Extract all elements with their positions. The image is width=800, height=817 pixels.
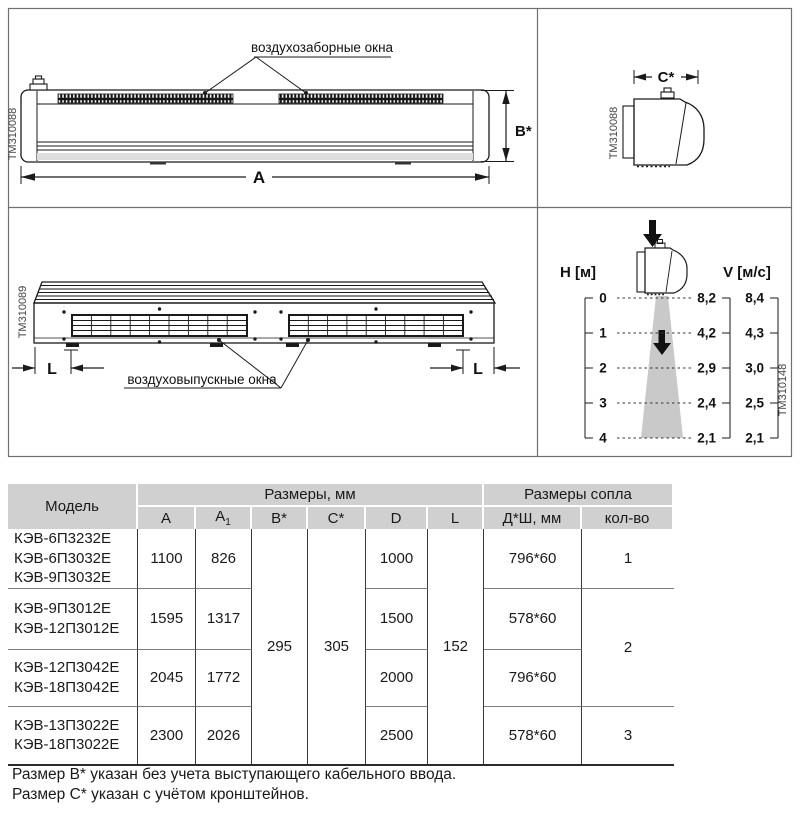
- side-view-code: ТМ310088: [608, 106, 620, 160]
- dim-l-right-label: L: [473, 361, 483, 378]
- intake-grille-right: [279, 94, 443, 103]
- cell-count: 3: [582, 707, 674, 764]
- cell-b-merged: 295: [252, 529, 308, 764]
- cell-a1: 2026: [196, 707, 252, 764]
- col-header-b: В*: [252, 507, 308, 529]
- v1-0: 8,2: [697, 290, 716, 306]
- v1-2: 2,9: [697, 360, 716, 376]
- cable-gland-icon: [661, 88, 674, 98]
- side-view: [608, 69, 704, 167]
- cell-a1: 1317: [196, 589, 252, 650]
- v2-3: 2,5: [745, 395, 764, 411]
- h-tick-2: 2: [599, 360, 607, 376]
- h-tick-3: 3: [599, 395, 607, 411]
- velocity-axis-label: V [м/с]: [723, 264, 771, 281]
- h-tick-4: 4: [599, 430, 607, 446]
- cell-a: 1595: [138, 589, 196, 650]
- col-header-c: С*: [308, 507, 366, 529]
- col-header-nozzle-count: кол-во: [582, 507, 674, 529]
- cell-l-merged: 152: [428, 529, 484, 764]
- v1-3: 2,4: [697, 395, 716, 411]
- cell-d: 1000: [366, 529, 428, 589]
- cell-count-merged: 2: [582, 589, 674, 707]
- cell-c-merged: 305: [308, 529, 366, 764]
- cell-count: 1: [582, 529, 674, 589]
- v2-2: 3,0: [745, 360, 764, 376]
- intake-windows-label: воздухозаборные окна: [250, 40, 394, 55]
- cell-a1: 826: [196, 529, 252, 589]
- v1-4: 2,1: [697, 430, 716, 446]
- footnote-c: Размер С* указан с учётом кронштейнов.: [12, 785, 309, 803]
- intake-grille-left: [58, 94, 233, 103]
- cell-a: 2300: [138, 707, 196, 764]
- unit-icon: [637, 240, 687, 295]
- cell-models: КЭВ-9П3012Е КЭВ-12П3012Е: [8, 589, 138, 650]
- col-header-d: D: [366, 507, 428, 529]
- col-header-a: А: [138, 507, 196, 529]
- cell-a: 1100: [138, 529, 196, 589]
- footnote-b: Размер В* указан без учета выступающего кабельного ввода.: [12, 766, 457, 783]
- col-header-nozzle-size: Д*Ш, мм: [484, 507, 582, 529]
- cell-d: 2500: [366, 707, 428, 764]
- cell-nozzle: 796*60: [484, 529, 582, 589]
- bottom-view: [12, 282, 520, 388]
- table-row: [8, 529, 674, 589]
- cell-nozzle: 578*60: [484, 707, 582, 764]
- col-header-a1: $А_1$: [196, 507, 252, 529]
- col-header-model: Модель: [8, 484, 138, 529]
- dim-b-label: В*: [515, 123, 532, 140]
- h-tick-1: 1: [599, 325, 607, 341]
- footnotes: [12, 765, 456, 804]
- front-view: [7, 40, 532, 187]
- cell-models: КЭВ-12П3042Е КЭВ-18П3042Е: [8, 650, 138, 707]
- col-group-dimensions: Размеры, мм: [138, 484, 484, 507]
- dim-l-left-label: L: [47, 361, 57, 378]
- bottom-view-code: ТМ310089: [17, 285, 29, 339]
- front-view-code: ТМ310088: [7, 107, 19, 161]
- height-axis-label: Н [м]: [559, 264, 597, 281]
- cell-d: 1500: [366, 589, 428, 650]
- airflow-cone: [641, 296, 683, 438]
- dim-a-label: А: [252, 168, 266, 187]
- outlet-grille-right: [289, 315, 463, 336]
- v2-4: 2,1: [745, 430, 764, 446]
- outlet-windows-label: воздуховыпускные окна: [127, 372, 277, 387]
- v1-1: 4,2: [697, 325, 716, 341]
- cell-d: 2000: [366, 650, 428, 707]
- dim-c-label: С*: [657, 69, 675, 86]
- cell-nozzle: 796*60: [484, 650, 582, 707]
- airflow-diagram: [560, 220, 789, 446]
- cell-models: КЭВ-13П3022Е КЭВ-18П3022Е: [8, 707, 138, 764]
- v2-0: 8,4: [745, 290, 764, 306]
- v2-1: 4,3: [745, 325, 764, 341]
- cell-a1: 1772: [196, 650, 252, 707]
- cell-nozzle: 578*60: [484, 589, 582, 650]
- col-header-l: L: [428, 507, 484, 529]
- h-tick-0: 0: [599, 290, 607, 306]
- dimensions-table: [8, 484, 674, 766]
- cell-a: 2045: [138, 650, 196, 707]
- cell-models: КЭВ-6П3232Е КЭВ-6П3032Е КЭВ-9П3032Е: [8, 529, 138, 589]
- col-group-nozzle: Размеры сопла: [484, 484, 674, 507]
- cable-gland-icon: [30, 76, 47, 90]
- airflow-diagram-code: ТМ310148: [777, 363, 789, 417]
- outlet-grille-left: [72, 315, 247, 336]
